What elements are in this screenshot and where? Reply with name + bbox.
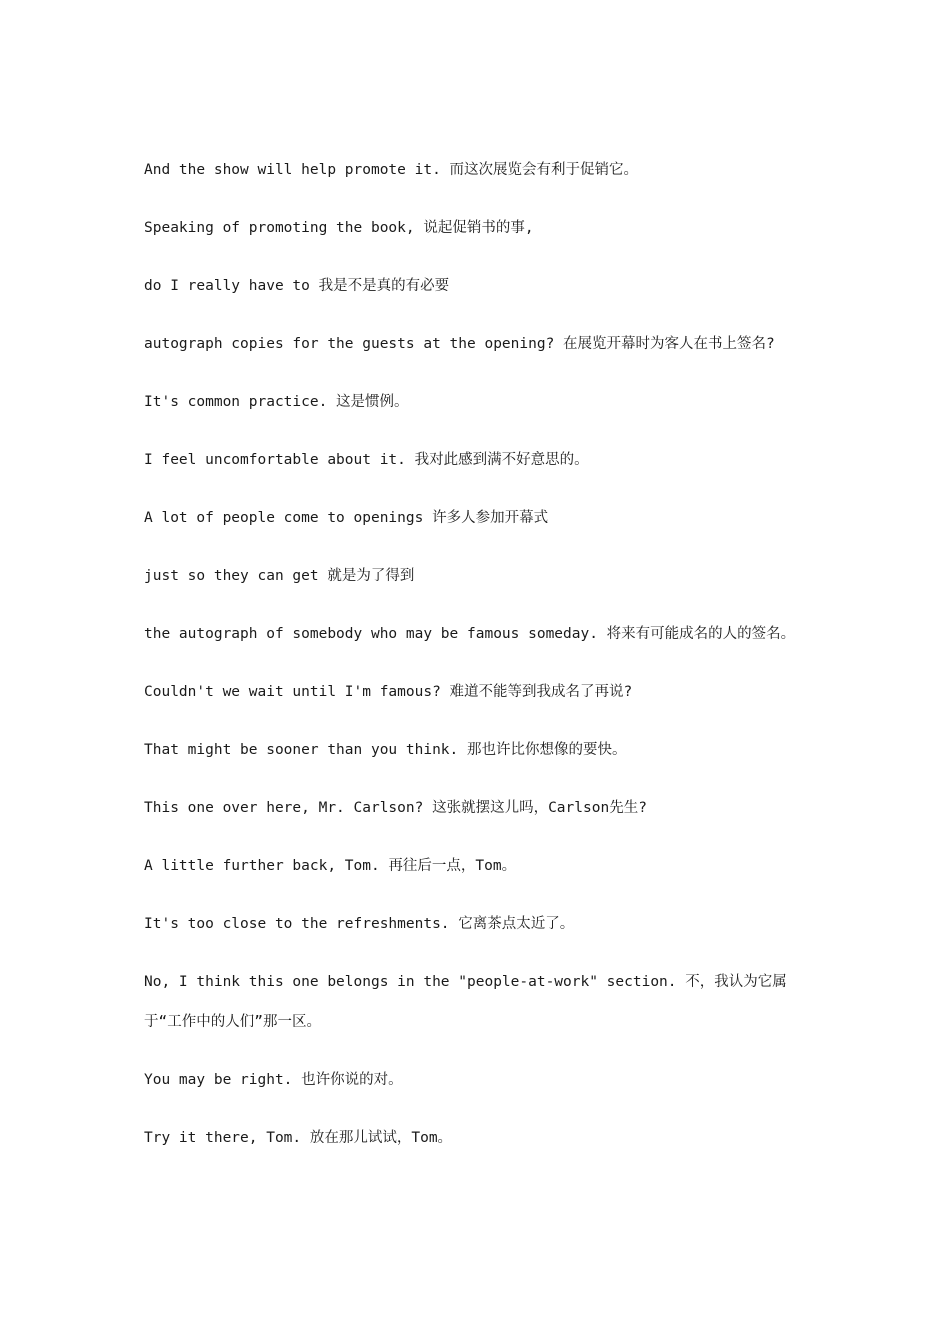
text-line: It's too close to the refreshments. 它离茶点太近了。 [144,916,575,932]
text-line: It's common practice. 这是惯例。 [144,394,409,410]
text-line: Try it there, Tom. 放在那儿试试，Tom。 [144,1130,453,1146]
text-line: just so they can get 就是为了得到 [144,568,415,584]
text-line: A little further back, Tom. 再往后一点，Tom。 [144,858,517,874]
text-line: That might be sooner than you think. 那也许比你想像的要快。 [144,742,627,758]
text-line: do I really have to 我是不是真的有必要 [144,278,450,294]
text-line: I feel uncomfortable about it. 我对此感到满不好意思的。 [144,452,589,468]
text-line: Couldn't we wait until I'm famous? 难道不能等到我成名了再说? [144,684,633,700]
text-line: the autograph of somebody who may be famous someday. 将来有可能成名的人的签名。 [144,626,796,642]
text-line: autograph copies for the guests at the opening? 在展览开幕时为客人在书上签名? [144,336,775,352]
text-line: No, I think this one belongs in the "people-at-work" section. 不，我认为它属于“工作中的人们”那一区。 [144,974,787,1030]
text-line: You may be right. 也许你说的对。 [144,1072,403,1088]
text-line: And the show will help promote it. 而这次展览会有利于促销它。 [144,162,639,178]
dialogue-text [144,158,824,1184]
text-line: A lot of people come to openings 许多人参加开幕式 [144,510,549,526]
text-line: Speaking of promoting the book, 说起促销书的事, [144,220,534,236]
text-line: This one over here, Mr. Carlson? 这张就摆这儿吗，Carlson先生? [144,800,647,816]
